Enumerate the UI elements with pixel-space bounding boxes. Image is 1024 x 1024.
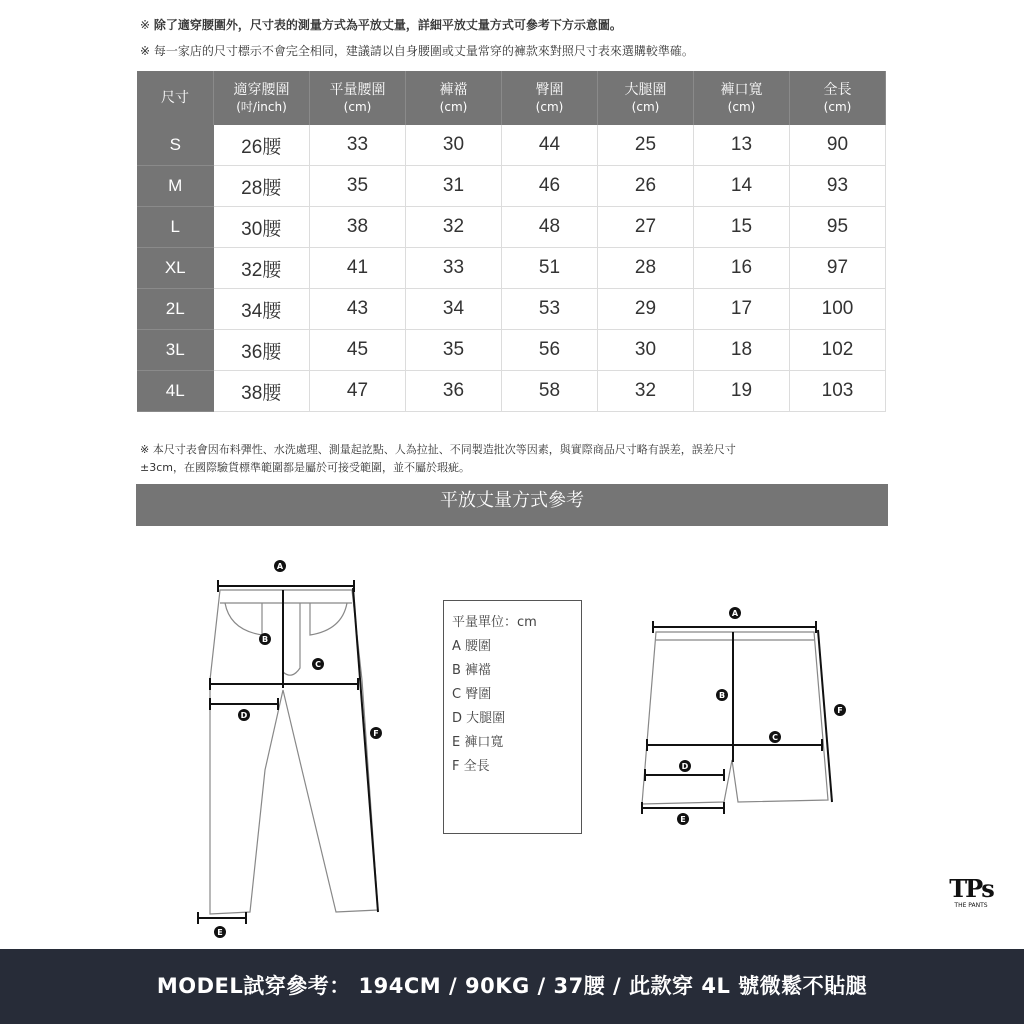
table-cell: 90 bbox=[790, 125, 886, 166]
measurement-legend bbox=[443, 600, 582, 834]
table-cell: 32 bbox=[598, 371, 694, 412]
header-flat-waist: 平量腰圍 (cm) bbox=[310, 71, 406, 125]
svg-text:A: A bbox=[731, 609, 739, 618]
svg-text:B: B bbox=[718, 691, 726, 700]
table-cell: 30腰 bbox=[214, 207, 310, 248]
pants-outline bbox=[210, 590, 378, 914]
shorts-marker-e bbox=[677, 813, 689, 825]
header-rise: 褲襠 (cm) bbox=[406, 71, 502, 125]
pants-marker-c bbox=[312, 658, 324, 670]
svg-text:E: E bbox=[680, 815, 686, 824]
table-cell: 35 bbox=[310, 166, 406, 207]
shorts-outline bbox=[642, 632, 828, 804]
table-cell: 27 bbox=[598, 207, 694, 248]
table-cell: 45 bbox=[310, 330, 406, 371]
brand-logo-mark: TPs bbox=[949, 874, 993, 903]
header-size: 尺寸 bbox=[137, 71, 214, 125]
size-label: XL bbox=[137, 248, 214, 289]
shorts-marker-f bbox=[834, 704, 846, 716]
table-cell: 48 bbox=[502, 207, 598, 248]
footnote-line-1: ※ 本尺寸表會因布料彈性、水洗處理、測量起訖點、人為拉扯、不同製造批次等因素，與實際商品尺寸略有誤差，誤差尺寸 bbox=[140, 443, 736, 456]
legend-item-c: C 臀圍 bbox=[452, 687, 492, 702]
legend-item-a: A 腰圍 bbox=[452, 639, 492, 654]
pants-fly bbox=[283, 603, 300, 675]
table-cell: 102 bbox=[790, 330, 886, 371]
table-cell: 38 bbox=[310, 207, 406, 248]
table-cell: 56 bbox=[502, 330, 598, 371]
size-label: 2L bbox=[137, 289, 214, 330]
shorts-marker-c bbox=[769, 731, 781, 743]
table-cell: 51 bbox=[502, 248, 598, 289]
header-thigh: 大腿圍 (cm) bbox=[598, 71, 694, 125]
svg-text:F: F bbox=[837, 706, 843, 715]
table-cell: 31 bbox=[406, 166, 502, 207]
pants-line-f bbox=[353, 588, 378, 912]
table-cell: 93 bbox=[790, 166, 886, 207]
table-cell: 30 bbox=[406, 125, 502, 166]
svg-text:C: C bbox=[315, 660, 321, 669]
table-cell: 35 bbox=[406, 330, 502, 371]
header-leg-opening: 褲口寬 (cm) bbox=[694, 71, 790, 125]
pants-marker-e bbox=[214, 926, 226, 938]
table-cell: 34腰 bbox=[214, 289, 310, 330]
table-cell: 28腰 bbox=[214, 166, 310, 207]
size-label: 3L bbox=[137, 330, 214, 371]
header-length: 全長 (cm) bbox=[790, 71, 886, 125]
svg-text:B: B bbox=[261, 635, 269, 644]
note-line-2: ※ 每一家店的尺寸標示不會完全相同，建議請以自身腰圍或丈量常穿的褲款來對照尺寸表來選購較準確。 bbox=[140, 44, 694, 58]
pants-pocket-left bbox=[225, 603, 262, 635]
table-cell: 28 bbox=[598, 248, 694, 289]
size-label: 4L bbox=[137, 371, 214, 412]
table-cell: 34 bbox=[406, 289, 502, 330]
table-cell: 18 bbox=[694, 330, 790, 371]
legend-item-f: F 全長 bbox=[452, 759, 490, 774]
table-cell: 17 bbox=[694, 289, 790, 330]
section-title: 平放丈量方式參考 bbox=[136, 484, 888, 526]
pants-marker-b bbox=[259, 633, 271, 645]
table-cell: 29 bbox=[598, 289, 694, 330]
table-cell: 25 bbox=[598, 125, 694, 166]
table-cell: 32 bbox=[406, 207, 502, 248]
pants-marker-f bbox=[370, 727, 382, 739]
note-line-1: ※ 除了適穿腰圍外，尺寸表的測量方式為平放丈量，詳細平放丈量方式可參考下方示意圖。 bbox=[140, 18, 622, 32]
size-label: L bbox=[137, 207, 214, 248]
table-cell: 44 bbox=[502, 125, 598, 166]
table-cell: 97 bbox=[790, 248, 886, 289]
svg-text:D: D bbox=[240, 711, 248, 720]
table-cell: 95 bbox=[790, 207, 886, 248]
table-cell: 15 bbox=[694, 207, 790, 248]
table-cell: 46 bbox=[502, 166, 598, 207]
shorts-line-f bbox=[818, 630, 832, 802]
table-cell: 103 bbox=[790, 371, 886, 412]
pants-marker-a bbox=[274, 560, 286, 572]
table-cell: 26腰 bbox=[214, 125, 310, 166]
legend-item-e: E 褲口寬 bbox=[452, 735, 504, 750]
table-cell: 41 bbox=[310, 248, 406, 289]
shorts-marker-a bbox=[729, 607, 741, 619]
svg-text:E: E bbox=[217, 928, 223, 937]
table-cell: 32腰 bbox=[214, 248, 310, 289]
size-label: S bbox=[137, 125, 214, 166]
brand-logo bbox=[948, 876, 994, 910]
table-cell: 47 bbox=[310, 371, 406, 412]
header-fit-waist: 適穿腰圍 (吋/inch) bbox=[214, 71, 310, 125]
table-cell: 19 bbox=[694, 371, 790, 412]
table-cell: 26 bbox=[598, 166, 694, 207]
footnote-line-2: ±3cm，在國際驗貨標準範圍都是屬於可接受範圍，並不屬於瑕疵。 bbox=[140, 461, 470, 474]
table-cell: 43 bbox=[310, 289, 406, 330]
svg-text:C: C bbox=[772, 733, 778, 742]
table-cell: 36 bbox=[406, 371, 502, 412]
table-cell: 100 bbox=[790, 289, 886, 330]
svg-text:A: A bbox=[276, 562, 284, 571]
table-cell: 14 bbox=[694, 166, 790, 207]
svg-text:D: D bbox=[681, 762, 689, 771]
shorts-marker-d bbox=[679, 760, 691, 772]
table-cell: 16 bbox=[694, 248, 790, 289]
legend-item-d: D 大腿圍 bbox=[452, 711, 506, 726]
shorts-marker-b bbox=[716, 689, 728, 701]
legend-item-b: B 褲襠 bbox=[452, 663, 492, 678]
table-cell: 30 bbox=[598, 330, 694, 371]
model-reference-banner: MODEL試穿參考： 194CM / 90KG / 37腰 / 此款穿 4L 號微鬆不貼腿 bbox=[0, 949, 1024, 1024]
table-cell: 36腰 bbox=[214, 330, 310, 371]
brand-name: THE PANTS bbox=[954, 902, 988, 909]
table-cell: 33 bbox=[406, 248, 502, 289]
table-cell: 13 bbox=[694, 125, 790, 166]
table-cell: 33 bbox=[310, 125, 406, 166]
note-line-1-text: 除了適穿腰圍外，尺寸表的測量方式為平放丈量，詳細平放丈量方式可參考下方示意圖。 bbox=[153, 18, 622, 32]
table-cell: 38腰 bbox=[214, 371, 310, 412]
header-hip: 臀圍 (cm) bbox=[502, 71, 598, 125]
table-cell: 58 bbox=[502, 371, 598, 412]
size-label: M bbox=[137, 166, 214, 207]
pants-pocket-right bbox=[310, 603, 347, 635]
legend-unit: 平量單位：cm bbox=[452, 615, 537, 630]
pants-marker-d bbox=[238, 709, 250, 721]
table-cell: 53 bbox=[502, 289, 598, 330]
svg-text:F: F bbox=[373, 729, 379, 738]
